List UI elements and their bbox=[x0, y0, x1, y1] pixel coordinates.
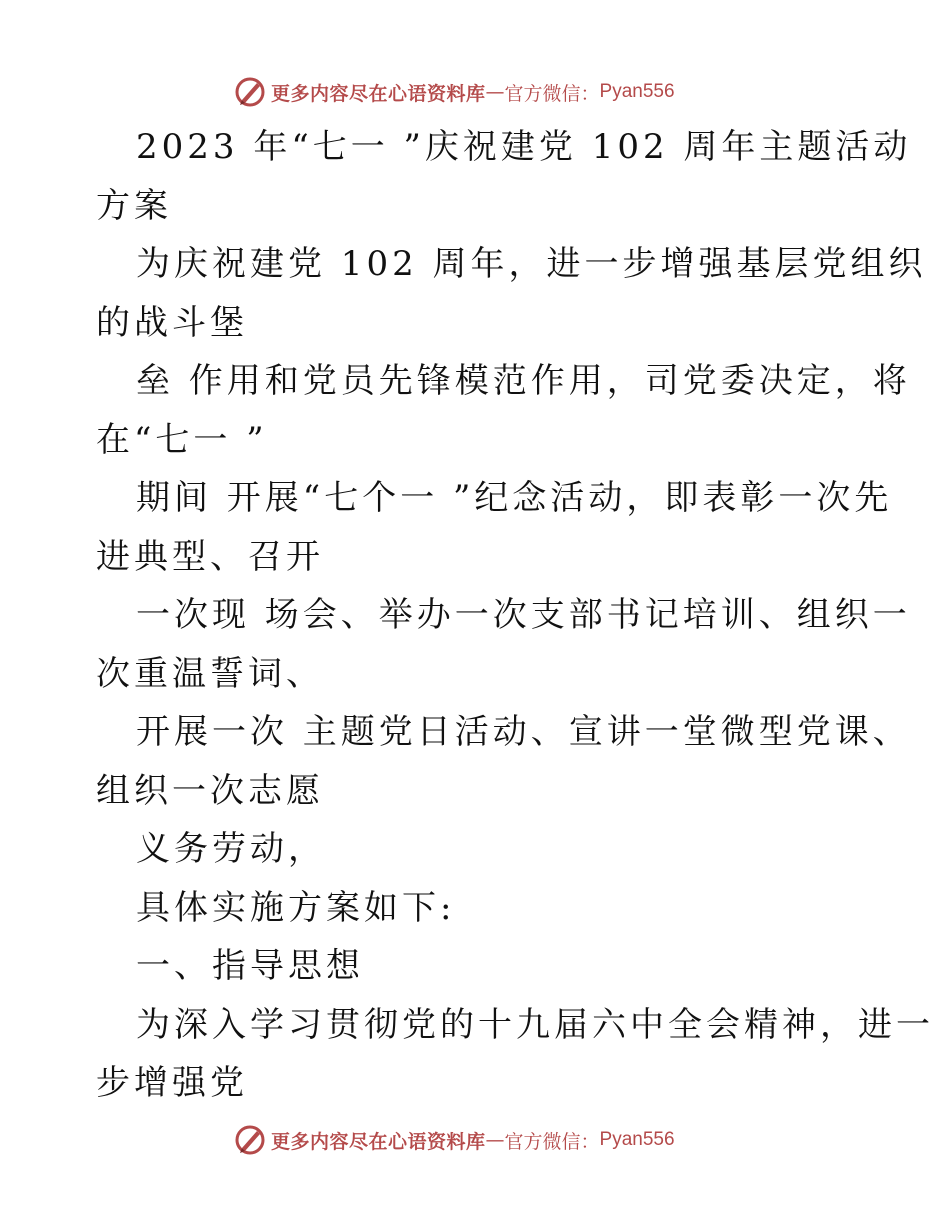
text-line: 具体实施方案如下: bbox=[136, 887, 456, 928]
pen-logo-icon bbox=[233, 1123, 267, 1157]
watermark-wechat-label: 官方微信： bbox=[504, 1130, 600, 1153]
text-line: 在“七一 ” bbox=[96, 419, 268, 460]
text-line: 进典型、召开 bbox=[96, 536, 324, 577]
footer-watermark bbox=[233, 1120, 713, 1160]
text-line: 期间 开展“七个一 ”纪念活动，即表彰一次先 bbox=[136, 478, 893, 518]
text-line: 2023 年“七一 ”庆祝建党 102 周年主题活动 bbox=[136, 127, 912, 167]
text-line: 步增强党 bbox=[96, 1063, 248, 1103]
text-line: 为庆祝建党 102 周年，进一步增强基层党组织 bbox=[136, 244, 927, 284]
text-line: 组织一次志愿 bbox=[96, 770, 324, 811]
watermark-site-text: 更多内容尽在心语资料库 bbox=[271, 1130, 486, 1153]
watermark-separator: — bbox=[485, 1129, 505, 1151]
text-line: 一次现 场会、举办一次支部书记培训、组织一 bbox=[136, 595, 911, 635]
text-line: 一、指导思想 bbox=[136, 946, 364, 986]
header-watermark bbox=[233, 72, 713, 112]
watermark-site-text: 更多内容尽在心语资料库 bbox=[271, 82, 486, 105]
text-line: 方案 bbox=[96, 185, 172, 226]
text-line: 义务劳动， bbox=[136, 829, 326, 869]
text-line: 为深入学习贯彻党的十九届六中全会精神，进一 bbox=[136, 1004, 934, 1045]
watermark-separator: — bbox=[485, 81, 505, 103]
watermark-wechat-id: Pyan556 bbox=[599, 81, 675, 102]
watermark-wechat-id: Pyan556 bbox=[599, 1129, 675, 1150]
watermark-wechat-label: 官方微信： bbox=[504, 82, 600, 105]
text-line: 垒 作用和党员先锋模范作用，司党委决定，将 bbox=[136, 361, 911, 401]
text-line: 的战斗堡 bbox=[96, 302, 248, 343]
document-body bbox=[96, 118, 934, 1113]
text-line: 开展一次 主题党日活动、宣讲一堂微型党课、 bbox=[136, 712, 911, 752]
pen-logo-icon bbox=[233, 75, 267, 109]
text-line: 次重温誓词、 bbox=[96, 653, 324, 694]
